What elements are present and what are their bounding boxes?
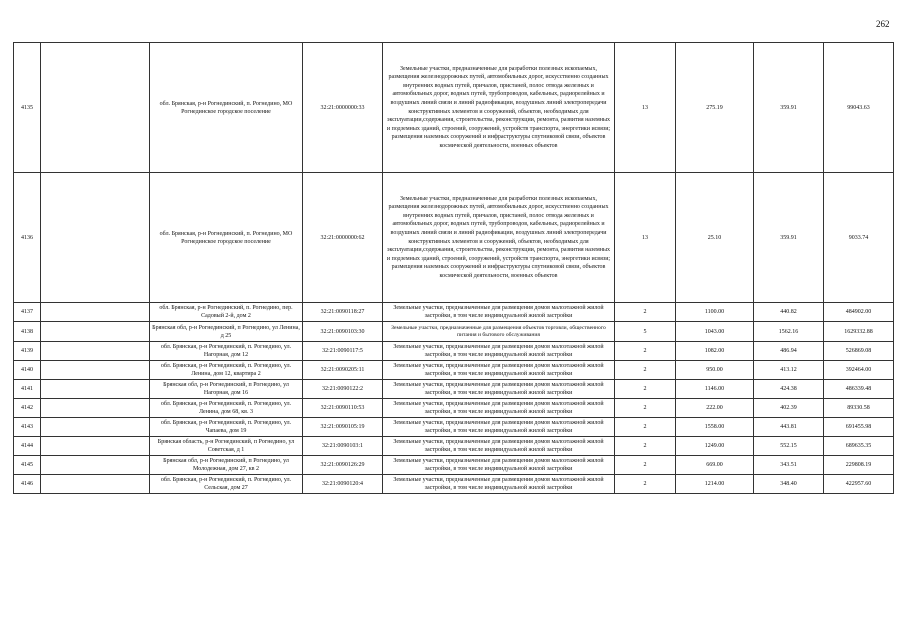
land-use-cell: Земельные участки, предназначенные для размещения домов малоэтажной жилой застройки, в том числе индивидуальной жилой застройки [383, 475, 615, 494]
cadastral-number-cell: 32:21:0090122:2 [303, 380, 383, 399]
blank-cell [41, 380, 150, 399]
cadastral-number-cell: 32:21:0000000:62 [303, 173, 383, 303]
address-cell: обл. Брянская, р-н Рогнединский, п. Рогнедино, ул. Сельская, дом 27 [150, 475, 303, 494]
cadastral-number-cell: 32:21:0090105:19 [303, 418, 383, 437]
cadastral-value-cell: 89330.58 [824, 399, 894, 418]
group-cell: 13 [615, 43, 676, 173]
group-cell: 2 [615, 418, 676, 437]
address-cell: Брянская обл, р-н Рогнединский, п Рогнедино, ул Ленина, д 25 [150, 322, 303, 342]
group-cell: 2 [615, 342, 676, 361]
cadastral-number-cell: 32:21:0090103:30 [303, 322, 383, 342]
cadastral-value-cell: 229808.19 [824, 456, 894, 475]
area-cell: 1146.00 [676, 380, 754, 399]
row-number: 4138 [14, 322, 41, 342]
group-cell: 2 [615, 361, 676, 380]
row-number: 4142 [14, 399, 41, 418]
area-cell: 1249.00 [676, 437, 754, 456]
area-cell: 1214.00 [676, 475, 754, 494]
table-row [14, 456, 894, 475]
specific-value-cell: 443.81 [754, 418, 824, 437]
blank-cell [41, 437, 150, 456]
cadastral-number-cell: 32:21:0000000:33 [303, 43, 383, 173]
land-use-cell: Земельные участки, предназначенные для размещения объектов торговли, общественного питания и бытового обслуживания [383, 322, 615, 342]
specific-value-cell: 486.94 [754, 342, 824, 361]
cadastral-number-cell: 32:21:0090118:27 [303, 303, 383, 322]
row-number: 4144 [14, 437, 41, 456]
blank-cell [41, 173, 150, 303]
group-cell: 2 [615, 437, 676, 456]
blank-cell [41, 399, 150, 418]
group-cell: 2 [615, 399, 676, 418]
blank-cell [41, 361, 150, 380]
specific-value-cell: 359.91 [754, 173, 824, 303]
page-number: 262 [876, 19, 890, 29]
cadastral-value-cell: 9033.74 [824, 173, 894, 303]
table-row [14, 342, 894, 361]
address-cell: обл. Брянская, р-н Рогнединский, п. Рогнедино, ул. Ленина, дом 68, кв. 3 [150, 399, 303, 418]
specific-value-cell: 413.12 [754, 361, 824, 380]
specific-value-cell: 348.40 [754, 475, 824, 494]
area-cell: 669.00 [676, 456, 754, 475]
area-cell: 222.00 [676, 399, 754, 418]
cadastral-number-cell: 32:21:0090117:5 [303, 342, 383, 361]
row-number: 4141 [14, 380, 41, 399]
row-number: 4143 [14, 418, 41, 437]
group-cell: 13 [615, 173, 676, 303]
cadastral-number-cell: 32:21:0090120:4 [303, 475, 383, 494]
group-cell: 5 [615, 322, 676, 342]
specific-value-cell: 552.15 [754, 437, 824, 456]
row-number: 4140 [14, 361, 41, 380]
land-use-cell: Земельные участки, предназначенные для размещения домов малоэтажной жилой застройки, в том числе индивидуальной жилой застройки [383, 342, 615, 361]
land-use-cell: Земельные участки, предназначенные для размещения домов малоэтажной жилой застройки, в том числе индивидуальной жилой застройки [383, 418, 615, 437]
land-use-cell: Земельные участки, предназначенные для разработки полезных ископаемых, размещения железнодорожных путей, автомобильных дорог, искусственно созданных внутренних водных путей, причалов, пристаней, полос отвода железных и автомобильных дорог, водных путей, трубопроводов, кабельных, радиорелейных и воздушных линий связи и линий радиофикации, воздушных линий электропередачи конструктивных элементов и сооружений, объектов, необходимых для эксплуатации,содержания, строительства, реконструкции, ремонта, развития наземных и подземных зданий, строений, сооружений, устройств транспорта, энергетики исвязи; размещения наземных сооружений и инфраструктуры спутниковой связи, объектов космической деятельности, военных объектов [383, 43, 615, 173]
address-cell: обл. Брянская, р-н Рогнединский, п. Рогнедино, ул. Ленина, дом 12, квартира 2 [150, 361, 303, 380]
row-number: 4135 [14, 43, 41, 173]
land-use-cell: Земельные участки, предназначенные для размещения домов малоэтажной жилой застройки, в том числе индивидуальной жилой застройки [383, 361, 615, 380]
table-row [14, 399, 894, 418]
group-cell: 2 [615, 380, 676, 399]
specific-value-cell: 402.39 [754, 399, 824, 418]
group-cell: 2 [615, 475, 676, 494]
address-cell: обл. Брянская, р-н Рогнединский, п. Рогнедино, ул. Нагорная, дом 12 [150, 342, 303, 361]
land-use-cell: Земельные участки, предназначенные для размещения домов малоэтажной жилой застройки, в том числе индивидуальной жилой застройки [383, 437, 615, 456]
blank-cell [41, 475, 150, 494]
group-cell: 2 [615, 303, 676, 322]
cadastral-value-cell: 422957.60 [824, 475, 894, 494]
table-row [14, 380, 894, 399]
area-cell: 1558.00 [676, 418, 754, 437]
land-use-cell: Земельные участки, предназначенные для размещения домов малоэтажной жилой застройки, в том числе индивидуальной жилой застройки [383, 303, 615, 322]
cadastral-value-cell: 99043.63 [824, 43, 894, 173]
table-row [14, 475, 894, 494]
land-use-cell: Земельные участки, предназначенные для размещения домов малоэтажной жилой застройки, в том числе индивидуальной жилой застройки [383, 456, 615, 475]
area-cell: 275.19 [676, 43, 754, 173]
cadastral-value-cell: 526869.08 [824, 342, 894, 361]
cadastral-value-cell: 484902.00 [824, 303, 894, 322]
blank-cell [41, 303, 150, 322]
blank-cell [41, 456, 150, 475]
cadastral-number-cell: 32:21:0090103:1 [303, 437, 383, 456]
row-number: 4137 [14, 303, 41, 322]
address-cell: обл. Брянская, р-н Рогнединский, п. Рогнедино, пер. Садовый 2-й, дом 2 [150, 303, 303, 322]
address-cell: обл. Брянская, р-н Рогнединский, п. Рогнедино, ул. Чапаева, дом 19 [150, 418, 303, 437]
address-cell: Брянская обл, р-н Рогнединский, п Рогнедино, ул Нагорная, дом 16 [150, 380, 303, 399]
specific-value-cell: 424.38 [754, 380, 824, 399]
land-use-cell: Земельные участки, предназначенные для размещения домов малоэтажной жилой застройки, в том числе индивидуальной жилой застройки [383, 380, 615, 399]
land-use-cell: Земельные участки, предназначенные для разработки полезных ископаемых, размещения железнодорожных путей, автомобильных дорог, искусственно созданных внутренних водных путей, причалов, пристаней, полос отвода железных и автомобильных дорог, водных путей, трубопроводов, кабельных, радиорелейных и воздушных линий связи и линий радиофикации, воздушных линий электропередачи конструктивных элементов и сооружений, объектов, необходимых для эксплуатации,содержания, строительства, реконструкции, ремонта, развития наземных и подземных зданий, строений, сооружений, устройств транспорта, энергетики исвязи; размещения наземных сооружений и инфраструктуры спутниковой связи, объектов космической деятельности, военных объектов [383, 173, 615, 303]
cadastral-value-cell: 1629332.88 [824, 322, 894, 342]
area-cell: 1082.00 [676, 342, 754, 361]
cadastral-value-cell: 691455.98 [824, 418, 894, 437]
table-row [14, 361, 894, 380]
area-cell: 1100.00 [676, 303, 754, 322]
row-number: 4145 [14, 456, 41, 475]
table-row [14, 418, 894, 437]
specific-value-cell: 1562.16 [754, 322, 824, 342]
group-cell: 2 [615, 456, 676, 475]
blank-cell [41, 322, 150, 342]
cadastral-value-cell: 486339.48 [824, 380, 894, 399]
table-row [14, 43, 894, 173]
cadastral-value-table [13, 42, 894, 494]
blank-cell [41, 418, 150, 437]
row-number: 4136 [14, 173, 41, 303]
cadastral-value-cell: 689635.35 [824, 437, 894, 456]
row-number: 4139 [14, 342, 41, 361]
row-number: 4146 [14, 475, 41, 494]
blank-cell [41, 342, 150, 361]
cadastral-value-cell: 392464.00 [824, 361, 894, 380]
land-use-cell: Земельные участки, предназначенные для размещения домов малоэтажной жилой застройки, в том числе индивидуальной жилой застройки [383, 399, 615, 418]
blank-cell [41, 43, 150, 173]
address-cell: Брянская область, р-н Рогнединский, п Рогнедино, ул Советская, д 1 [150, 437, 303, 456]
table-row [14, 303, 894, 322]
area-cell: 25.10 [676, 173, 754, 303]
table-row [14, 173, 894, 303]
address-cell: обл. Брянская, р-н Рогнединский, п. Рогнедино, МО Рогнединское городское поселение [150, 173, 303, 303]
specific-value-cell: 359.91 [754, 43, 824, 173]
area-cell: 950.00 [676, 361, 754, 380]
table-row [14, 322, 894, 342]
cadastral-number-cell: 32:21:0090126:29 [303, 456, 383, 475]
cadastral-number-cell: 32:21:0090110:53 [303, 399, 383, 418]
address-cell: обл. Брянская, р-н Рогнединский, п. Рогнедино, МО Рогнединское городское поселение [150, 43, 303, 173]
area-cell: 1043.00 [676, 322, 754, 342]
table-row [14, 437, 894, 456]
address-cell: Брянская обл, р-н Рогнединский, п Рогнедино, ул Молодежная, дом 27, кв 2 [150, 456, 303, 475]
specific-value-cell: 440.82 [754, 303, 824, 322]
cadastral-number-cell: 32:21:0090205:11 [303, 361, 383, 380]
specific-value-cell: 343.51 [754, 456, 824, 475]
